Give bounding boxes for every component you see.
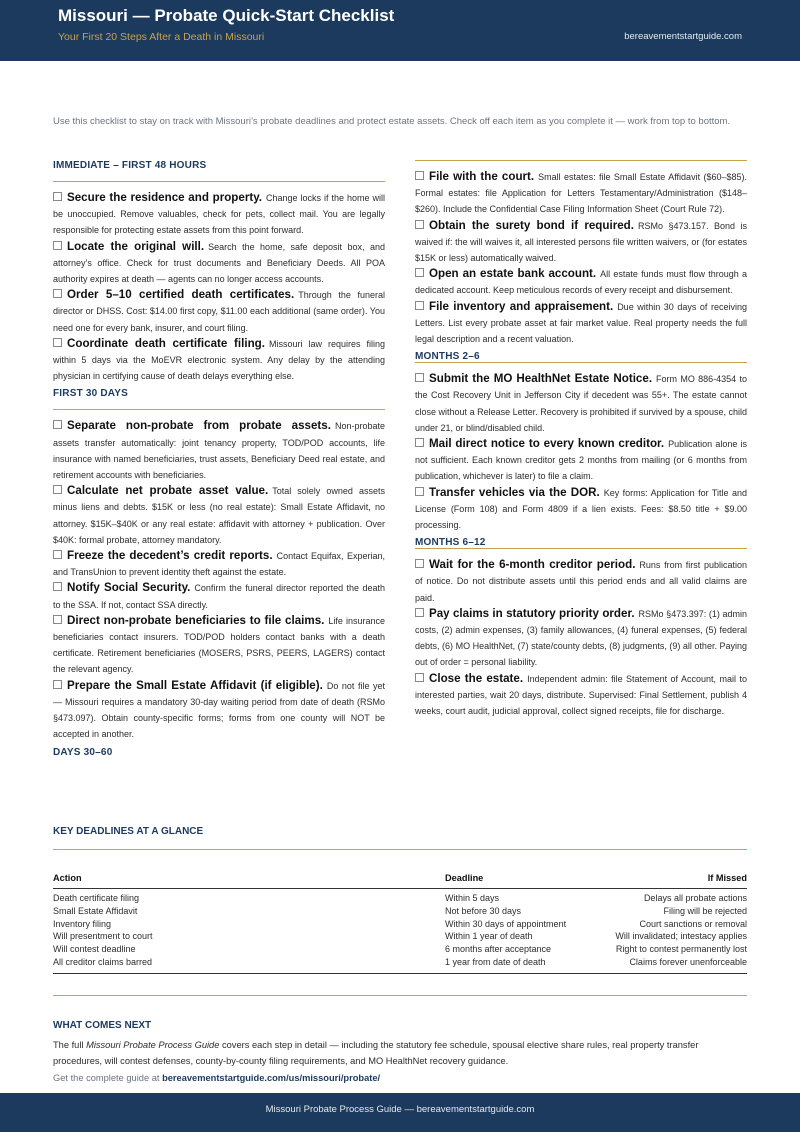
checkbox[interactable] bbox=[415, 487, 424, 496]
checklist-item bbox=[53, 239, 385, 288]
checklist-item bbox=[415, 371, 747, 436]
intro-text: Use this checklist to stay on track with Missouri’s probate deadlines and protect estate assets. Check off each item as you complete it — work from top to bottom. bbox=[53, 116, 731, 127]
checklist-item-text: Search the home, safe deposit box, and attorney’s office. Check for trust documents and Beneficiary Deeds. All POA authority expires at death — agents can no longer access accounts. bbox=[53, 241, 385, 285]
divider bbox=[53, 849, 747, 850]
table-cell: Inventory filing bbox=[53, 918, 112, 929]
checklist-item bbox=[53, 613, 385, 678]
checklist-item-text: Key forms: Application for Title and License (Form 108) and Form 4809 if a lien exists. Fees: $8.50 title + $9.00 processing. bbox=[415, 487, 747, 531]
checkbox[interactable] bbox=[53, 192, 62, 201]
section-rule bbox=[415, 548, 747, 549]
checklist-item bbox=[53, 580, 385, 612]
checklist-item-title: Obtain the surety bond if required. bbox=[429, 218, 634, 232]
checkbox[interactable] bbox=[53, 241, 62, 250]
link-prefix: Get the complete guide at bbox=[53, 1073, 163, 1083]
whats-next-link-line bbox=[53, 1073, 380, 1083]
checklist-item-title: Wait for the 6-month creditor period. bbox=[429, 558, 636, 572]
checklist-item-text: Confirm the funeral director reported the death to the SSA. If not, contact SSA directly. bbox=[53, 583, 385, 610]
table-cell: 6 months after acceptance bbox=[445, 944, 552, 955]
section-heading: MONTHS 6–12 bbox=[415, 537, 486, 549]
checkbox[interactable] bbox=[415, 673, 424, 682]
page-header bbox=[0, 0, 800, 61]
checklist-item bbox=[53, 190, 385, 239]
checkbox[interactable] bbox=[415, 438, 424, 447]
checklist-item bbox=[53, 548, 385, 580]
whats-next-heading: WHAT COMES NEXT bbox=[53, 1020, 152, 1031]
checklist-item bbox=[53, 287, 385, 336]
checklist-item bbox=[53, 336, 385, 385]
section-heading: MONTHS 2–6 bbox=[415, 351, 480, 363]
table-cell: Filing will be rejected bbox=[663, 905, 747, 916]
header-site: bereavementstartguide.com bbox=[624, 31, 742, 42]
checkbox[interactable] bbox=[415, 373, 424, 382]
checklist-item bbox=[53, 678, 385, 743]
section-spacer bbox=[415, 719, 747, 723]
checklist-item-text: Through the funeral director or DHSS. Cost: $14.00 first copy, $11.00 each additional (same order). You need one for every bank, insurer, and court filing. bbox=[53, 290, 385, 333]
section-heading: FIRST 30 DAYS bbox=[53, 388, 129, 400]
checklist-item-title: Prepare the Small Estate Affidavit (if eligible). bbox=[67, 678, 323, 692]
checklist-item-title: Submit the MO HealthNet Estate Notice. bbox=[429, 372, 653, 386]
checklist-item-text: Total solely owned assets minus liens and debts. $15K or less (no real estate): Small Estate Affidavit, no attorney. $15K–$40K or any real estate: affidavit with attorney + publication. Over $40K: formal probate, attorney mandatory. bbox=[53, 486, 386, 545]
section-rule bbox=[53, 181, 385, 182]
table-cell: 1 year from date of death bbox=[445, 956, 546, 967]
checklist-item-text: Runs from first publication of notice. Do not distribute assets until this period ends and all valid claims are paid. bbox=[415, 560, 747, 603]
table-cell: Within 1 year of death bbox=[445, 931, 533, 942]
checklist-item-title: Coordinate death certificate filing. bbox=[67, 336, 265, 350]
checklist-item-title: File inventory and appraisement. bbox=[429, 299, 614, 313]
checklist-item bbox=[415, 606, 747, 671]
checklist-item-title: Close the estate. bbox=[429, 671, 524, 685]
table-row bbox=[53, 919, 747, 932]
checklist-item bbox=[415, 299, 747, 348]
checkbox[interactable] bbox=[53, 420, 62, 429]
table-body bbox=[53, 889, 747, 974]
checklist-item-title: File with the court. bbox=[429, 170, 535, 183]
checkbox[interactable] bbox=[415, 268, 424, 277]
divider bbox=[53, 995, 747, 996]
column-header-action: Action bbox=[53, 873, 82, 883]
checklist-item-text: Small estates: file Small Estate Affidavit ($60–$85). Formal estates: file Application for Letters Testamentary/Administration ($148–$260). Include the Confidential Case Filing Information Sheet (Court Rule 72). bbox=[415, 172, 748, 215]
checkbox[interactable] bbox=[415, 171, 424, 180]
table-row bbox=[53, 931, 747, 944]
checklist-item-text: Missouri law requires filing within 5 days via the MoEVR electronic system. Any delay by the attending physician in certifying cause of death delays everything else. bbox=[53, 338, 385, 382]
deadlines-table bbox=[53, 870, 747, 974]
left-column bbox=[53, 160, 385, 758]
checklist-item bbox=[415, 485, 747, 534]
page-title: Missouri — Probate Quick-Start Checklist bbox=[58, 6, 395, 25]
table-cell: Will invalidated; intestacy applies bbox=[615, 931, 747, 942]
whats-next-text: covers each step in detail — including the statutory fee schedule, spousal elective share rules, real property transfer procedures, will contest defenses, county-by-county filing requirements, and MO HealthNet recovery guidance. bbox=[53, 1040, 699, 1066]
section-heading: IMMEDIATE – FIRST 48 HOURS bbox=[53, 160, 207, 171]
table-cell: Court sanctions or removal bbox=[639, 918, 747, 929]
table-cell: Small Estate Affidavit bbox=[53, 905, 138, 916]
table-cell: Within 5 days bbox=[445, 893, 500, 903]
guide-link[interactable]: bereavementstartguide.com/us/missouri/probate/ bbox=[162, 1073, 381, 1083]
checklist-item bbox=[415, 218, 747, 267]
checklist-item-title: Freeze the decedent’s credit reports. bbox=[67, 549, 273, 563]
checklist-item-text: Independent admin: file Statement of Account, mail to interested parties, wait 20 days, distribute. Supervised: Final Settlement, publish 4 weeks, court audit, judicial approval, collect signed receipts, file for discharge. bbox=[415, 673, 747, 717]
checklist-item-text: Life insurance beneficiaries contact insurers. TOD/POD holders contact banks with a death certificate. Retirement beneficiaries (MOSERS, PSRS, PEERS, LAGERS) contact the relevant agency. bbox=[53, 615, 385, 675]
table-cell: Within 30 days of appointment bbox=[445, 918, 567, 929]
checklist-item bbox=[415, 671, 747, 720]
table-row bbox=[53, 957, 747, 970]
checkbox[interactable] bbox=[415, 301, 424, 310]
checklist-item-title: Transfer vehicles via the DOR. bbox=[429, 485, 600, 499]
table-cell: Death certificate filing bbox=[53, 893, 140, 903]
checklist-item-text: Change locks if the home will be unoccupied. Remove valuables, check for pets, collect mail. You are legally responsible for protecting estate assets from this point forward. bbox=[53, 193, 385, 236]
checklist-item-title: Direct non-probate beneficiaries to file claims. bbox=[67, 613, 325, 627]
checkbox[interactable] bbox=[415, 220, 424, 229]
table-row bbox=[53, 893, 747, 906]
table-cell: Claims forever unenforceable bbox=[629, 956, 747, 967]
checklist-item-title: Calculate net probate asset value. bbox=[67, 484, 269, 498]
table-row bbox=[53, 944, 747, 957]
checkbox[interactable] bbox=[415, 559, 424, 568]
checkbox[interactable] bbox=[53, 485, 62, 494]
checkbox[interactable] bbox=[53, 289, 62, 298]
checklist-item-title: Notify Social Security. bbox=[67, 581, 191, 595]
checklist-item bbox=[415, 436, 747, 485]
table-row bbox=[53, 906, 747, 919]
guide-name: Missouri Probate Process Guide bbox=[86, 1040, 220, 1050]
table-cell: All creditor claims barred bbox=[53, 956, 153, 967]
checklist-item-text: Due within 30 days of receiving Letters. List every probate asset at fair market value. Real property needs the full legal description and a recent valuation. bbox=[415, 301, 747, 345]
checklist-item bbox=[53, 418, 385, 483]
table-header bbox=[53, 870, 747, 889]
checklist-item-text: Form MO 886-4354 to the Cost Recovery Unit in Jefferson City if decedent was 55+. The estate cannot close without a Release Letter. Recovery is prohibited if survived by a spouse, child under 21, or blind/disabled child. bbox=[415, 374, 747, 433]
section-rule bbox=[415, 362, 747, 363]
section-rule bbox=[415, 160, 747, 161]
checklist-item-text: RSMo §473.157. Bond is waived if: the will waives it, all interested persons file written waivers, or (for estates $15K or less) automatically waived. bbox=[415, 220, 747, 264]
checkbox[interactable] bbox=[53, 550, 62, 559]
checklist-item-text: RSMo §473.397: (1) admin costs, (2) admin expenses, (3) family allowances, (4) funeral expenses, (5) federal debts, (6) MO HealthNet, (7) state/county debts, (8) judgments, (9) all other. Paying out of order = personal liability. bbox=[415, 608, 747, 668]
page-subtitle: Your First 20 Steps After a Death in Missouri bbox=[58, 31, 265, 43]
footer-text: Missouri Probate Process Guide — bereavementstartguide.com bbox=[265, 1104, 535, 1115]
checkbox[interactable] bbox=[415, 608, 424, 617]
checklist-item-title: Locate the original will. bbox=[67, 239, 205, 253]
section-rule bbox=[53, 409, 385, 410]
checklist-item-title: Secure the residence and property. bbox=[67, 191, 263, 204]
checkbox[interactable] bbox=[53, 338, 62, 347]
page-footer bbox=[0, 1093, 800, 1132]
table-cell: Delays all probate actions bbox=[643, 893, 747, 903]
checklist-item bbox=[415, 266, 747, 298]
table-cell: Will contest deadline bbox=[53, 944, 136, 955]
checklist-item-text: Contact Equifax, Experian, and TransUnion to prevent identity theft against the estate. bbox=[53, 551, 386, 578]
checklist-item-text: Do not file yet — Missouri requires a mandatory 30-day waiting period from date of death (RSMo §473.097). Obtain county-specific forms; forms from one county will NOT be accepted in another. bbox=[53, 680, 385, 740]
checklist-item-text: Publication alone is not sufficient. Each known creditor gets 2 months from mailing (or 6 months from publication, whichever is later) to file a claim. bbox=[415, 439, 747, 482]
checklist-item-title: Mail direct notice to every known creditor. bbox=[429, 437, 665, 451]
checklist-item-title: Order 5–10 certified death certificates. bbox=[67, 288, 295, 302]
checklist-item-text: All estate funds must flow through a dedicated account. Keep meticulous records of every receipt and disbursement. bbox=[415, 269, 747, 296]
column-header-deadline: Deadline bbox=[445, 873, 484, 883]
table-cell: Will presentment to court bbox=[53, 931, 153, 942]
checkbox[interactable] bbox=[53, 615, 62, 624]
table-cell: Right to contest permanently lost bbox=[615, 944, 747, 955]
checkbox[interactable] bbox=[53, 582, 62, 591]
section-heading: DAYS 30–60 bbox=[53, 746, 113, 758]
column-header-if-missed: If Missed bbox=[707, 873, 747, 883]
whats-next-text: The full bbox=[53, 1040, 87, 1050]
checklist-item bbox=[53, 483, 385, 548]
checklist-item-title: Open an estate bank account. bbox=[429, 267, 597, 281]
checklist-item-title: Pay claims in statutory priority order. bbox=[429, 606, 635, 620]
deadlines-heading: KEY DEADLINES AT A GLANCE bbox=[53, 826, 204, 837]
checklist-item bbox=[415, 557, 747, 606]
whats-next-body bbox=[53, 1037, 747, 1069]
table-cell: Not before 30 days bbox=[445, 905, 522, 916]
checkbox[interactable] bbox=[53, 680, 62, 689]
checklist-item-title: Separate non-probate from probate assets. bbox=[67, 419, 331, 433]
checklist-item-text: Non-probate assets transfer automatically: joint tenancy property, TOD/POD accounts, life insurance with named beneficiaries, trust assets, Beneficiary Deed real estate, and retirement accounts with beneficiaries. bbox=[53, 421, 385, 481]
right-column bbox=[415, 160, 747, 723]
checklist-item bbox=[415, 169, 747, 218]
